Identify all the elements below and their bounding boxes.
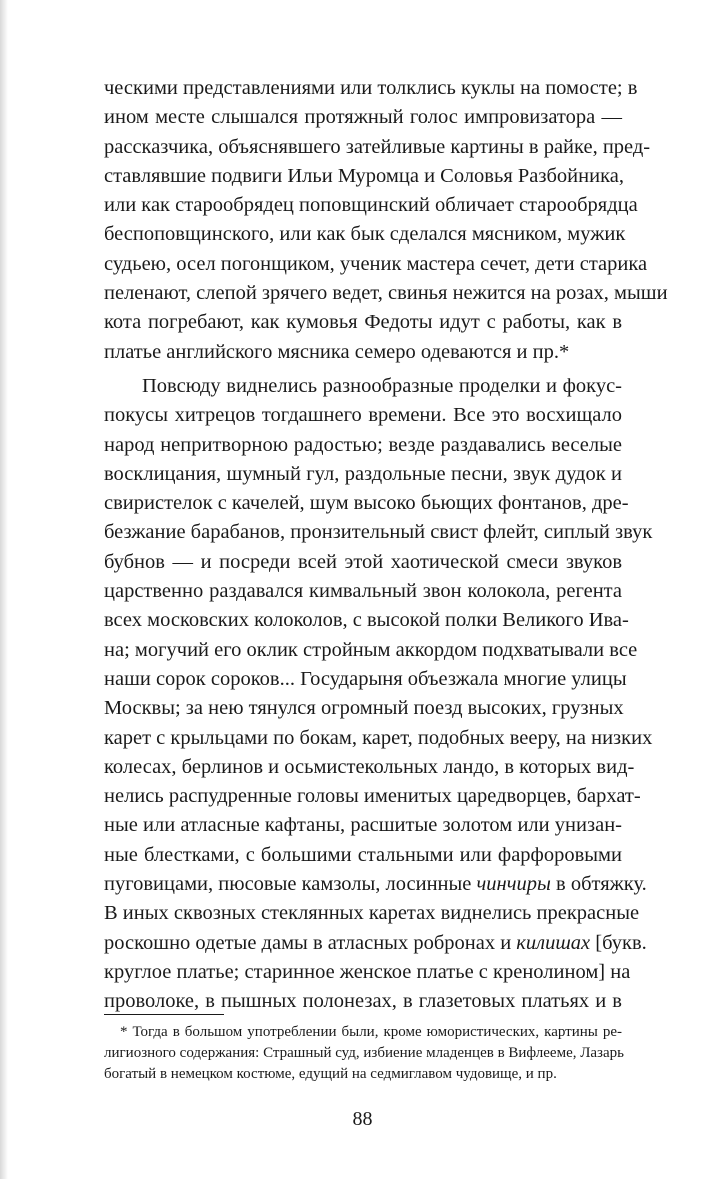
text-line: ческими представлениями или толклись куклы на помосте; в — [104, 77, 638, 99]
text-line: В иных сквозных стеклянных каретах виднелись прекрасные — [104, 902, 640, 925]
text-line: или как старообрядец поповщинский обличает старообрядца — [104, 194, 638, 217]
footnote-line: * Тогда в большом употреблении были, кроме юмористических, картины ре- — [120, 1024, 622, 1040]
text-line: бубнов — и посреди всей этой хаотической смеси звуков — [104, 550, 622, 573]
text-fragment: [букв. — [590, 931, 647, 954]
footnote-line: лигиозного содержания: Страшный суд, избиение младенцев в Вифлееме, Лазарь — [104, 1045, 624, 1061]
text-line: ные или атласные кафтаны, расшитые золотом или унизан- — [104, 814, 622, 837]
text-line: восклицания, шумный гул, раздольные песни, звук дудок и — [104, 462, 622, 485]
body-text — [104, 74, 668, 1017]
text-line-with-italic — [104, 870, 647, 899]
text-line: народ непритворною радостью; везде раздавались веселые — [104, 433, 622, 456]
binding-edge-shadow — [0, 0, 8, 1179]
text-line: царственно раздавался кимвальный звон колокола, регента — [104, 580, 622, 603]
text-fragment: в обтяжку. — [550, 873, 647, 896]
text-line: судьею, осел погонщиком, ученик мастера сечет, дети старика — [104, 252, 648, 275]
text-line: кота погребают, как кумовья Федоты идут с работы, как в — [104, 311, 622, 334]
text-line: пеленают, слепой зрячего ведет, свинья нежится на розах, мыши — [104, 282, 668, 305]
text-line: ставлявшие подвиги Ильи Муромца и Соловья Разбойника, — [104, 164, 624, 187]
text-line-with-italic — [104, 929, 647, 958]
text-line: всех московских колоколов, с высокой полки Великого Ива- — [104, 609, 629, 632]
text-line: колесах, берлинов и осьмистекольных ландо, в которых вид- — [104, 755, 635, 778]
text-line: проволоке, в пышных полонезах, в глазетовых платьях и в — [104, 990, 622, 1013]
text-line: карет с крыльцами по бокам, карет, подобных вееру, на низких — [104, 726, 653, 749]
text-line: нелись распудренные головы именитых царедворцев, бархат- — [104, 785, 641, 808]
page-number: 88 — [352, 1108, 373, 1130]
text-line: покусы хитрецов тогдашнего времени. Все это восхищало — [104, 404, 622, 427]
text-line: Москвы; за нею тянулся огромный поезд высоких, грузных — [104, 697, 624, 720]
footnote — [104, 1022, 622, 1085]
text-line: свиристелок с качелей, шум высоко бьющих фонтанов, дре- — [104, 492, 629, 515]
italic-term: килишах — [516, 931, 591, 954]
text-line: круглое платье; старинное женское платье с кренолином] на — [104, 960, 631, 983]
text-fragment: пуговицами, пюсовые камзолы, лосинные — [104, 873, 477, 896]
text-line: ные блестками, с большими стальными или фарфоровыми — [104, 843, 622, 866]
text-line: ином месте слышался протяжный голос импровизатора — — [104, 106, 622, 129]
footnote-divider — [104, 1014, 224, 1015]
italic-term: чинчиры — [476, 873, 551, 896]
text-line: безжание барабанов, пронзительный свист флейт, сиплый звук — [104, 521, 653, 544]
paragraph-first-line: Повсюду виднелись разнообразные проделки и фокус- — [142, 374, 622, 397]
text-line: рассказчика, объяснявшего затейливые картины в райке, пред- — [104, 135, 651, 158]
footnote-line: богатый в немецком костюме, едущий на седмиглавом чудовище, и пр. — [104, 1066, 557, 1082]
text-line: на; могучий его оклик стройным аккордом подхватывали все — [104, 638, 638, 661]
text-line: наши сорок сороков... Государыня объезжала многие улицы — [104, 667, 627, 690]
text-line: платье английского мясника семеро одеваются и пр.* — [104, 340, 570, 363]
text-fragment: роскошно одетые дамы в атласных робронах и — [104, 931, 517, 954]
text-line: беспоповщинского, или как бык сделался мясником, мужик — [104, 223, 626, 246]
